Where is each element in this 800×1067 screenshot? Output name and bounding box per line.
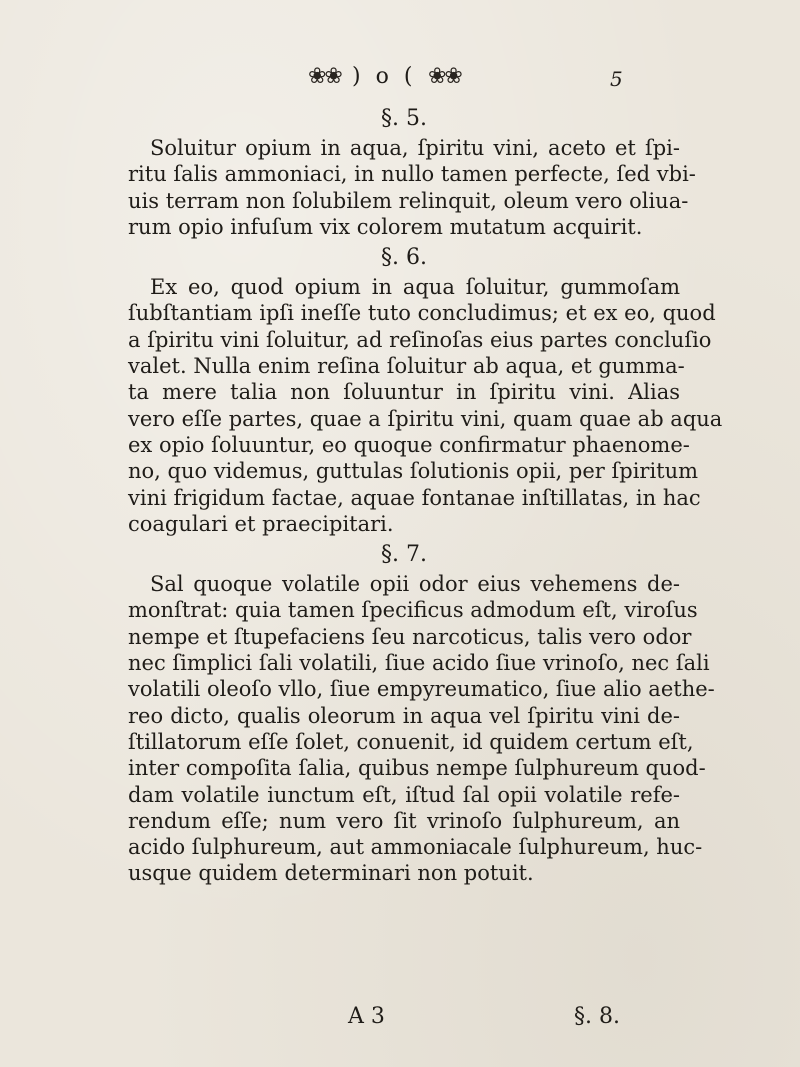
text-line: monſtrat: quia tamen ſpecificus admodum eſt, viroſus [128,598,698,623]
text-line: volatili oleoſo vllo, ſiue empyreumatico, ſiue alio aethe- [128,677,715,702]
text-line: inter compoſita ſalia, quibus nempe ſulphureum quod- [128,756,706,781]
text-line: vini frigidum factae, aquae fontanae inſtillatas, in hac [128,485,701,510]
fleuron-left-icon: ❀❀ [308,64,341,89]
section-heading: §. 6. [381,245,427,271]
page-footer [0,1002,800,1032]
text-line: a ſpiritu vini ſoluitur, ad reſinoſas eius partes concluſio [128,327,712,352]
text-line: vero eſſe partes, quae a ſpiritu vini, quam quae ab aqua [128,406,723,431]
catchword: §. 8. [574,1004,620,1029]
page-number: 5 [610,67,623,91]
text-block [128,104,723,887]
header-mark: ) o ( [352,64,417,89]
text-line: ex opio ſoluuntur, eo quoque confirmatur phaenome- [128,432,690,457]
fleuron-right-icon: ❀❀ [428,64,461,89]
section-heading: §. 7. [381,542,427,568]
running-header [0,62,800,96]
section-heading: §. 5. [381,106,427,131]
text-line: Sal quoque volatile opii odor eius vehemens de- [150,572,680,597]
text-line: uis terram non ſolubilem relinquit, oleum vero oliua- [128,188,689,213]
paragraph [128,274,723,537]
text-line: dam volatile iunctum eſt, iſtud ſal opii volatile refe- [128,782,680,807]
text-line: acido ſulphureum, aut ammoniacale ſulphureum, huc- [128,835,703,860]
text-line: ta mere talia non ſoluuntur in ſpiritu vini. Alias [128,380,680,405]
paragraph [128,135,696,240]
text-line: reo dicto, qualis oleorum in aqua vel ſpiritu vini de- [128,703,680,728]
signature-mark: A 3 [348,1004,385,1029]
text-line: Soluitur opium in aqua, ſpiritu vini, aceto et ſpi- [150,136,680,160]
text-line: coagulari et praecipitari. [128,511,394,536]
text-line: rendum eſſe; num vero ſit vrinoſo ſulphureum, an [128,808,680,833]
text-line: ſtillatorum eſſe ſolet, conuenit, id quidem certum eſt, [128,729,694,754]
text-line: no, quo videmus, guttulas ſolutionis opii, per ſpiritum [128,459,699,484]
text-line: valet. Nulla enim reſina ſoluitur ab aqua, et gumma- [128,354,685,379]
text-line: Ex eo, quod opium in aqua ſoluitur, gummoſam [150,275,680,300]
text-line: usque quidem determinari non potuit. [128,861,534,886]
paragraph [128,571,715,887]
text-line: ritu ſalis ammoniaci, in nullo tamen perfecte, ſed vbi- [128,162,696,187]
text-line: rum opio infuſum vix colorem mutatum acquirit. [128,214,643,239]
text-line: nempe et ſtupefaciens ſeu narcoticus, talis vero odor [128,624,692,649]
text-line: nec ſimplici ſali volatili, ſiue acido ſiue vrinoſo, nec ſali [128,651,710,676]
text-line: ſubſtantiam ipſi ineſſe tuto concludimus; et ex eo, quod [128,301,716,326]
